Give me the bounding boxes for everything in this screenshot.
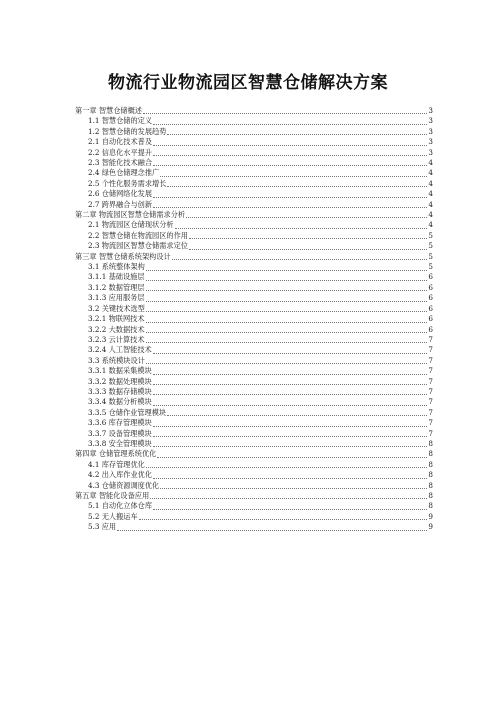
toc-entry-page-number: 8 xyxy=(428,501,433,511)
toc-entry-page-number: 6 xyxy=(428,293,433,303)
toc-entry-label: 3.3.2 数据处理模块 xyxy=(88,376,152,386)
toc-entry[interactable] xyxy=(75,397,433,407)
toc-entry-page-number: 5 xyxy=(428,241,433,251)
toc-entry[interactable] xyxy=(75,449,433,459)
toc-dot-leader xyxy=(153,404,428,406)
toc-entry-page-number: 3 xyxy=(428,105,433,115)
toc-dot-leader xyxy=(153,445,428,447)
toc-dot-leader xyxy=(150,497,427,499)
toc-entry-label: 4.1 库存管理优化 xyxy=(88,459,145,469)
toc-entry-page-number: 4 xyxy=(428,178,433,188)
toc-dot-leader xyxy=(160,487,427,489)
toc-entry-label: 3.3 系统模块设计 xyxy=(88,355,145,365)
toc-entry-page-number: 7 xyxy=(428,376,433,386)
toc-entry-label: 3.2 关键技术选型 xyxy=(88,303,145,313)
toc-entry[interactable] xyxy=(75,429,433,439)
toc-entry-page-number: 7 xyxy=(428,345,433,355)
toc-entry-page-number: 3 xyxy=(428,147,433,157)
toc-entry-page-number: 6 xyxy=(428,324,433,334)
toc-entry[interactable] xyxy=(75,481,433,491)
toc-entry[interactable] xyxy=(75,241,433,251)
toc-entry-label: 第二章 物流园区智慧仓储需求分析 xyxy=(75,210,186,220)
toc-entry[interactable] xyxy=(75,210,433,220)
toc-dot-leader xyxy=(146,341,428,343)
toc-dot-leader xyxy=(153,477,427,479)
toc-entry[interactable] xyxy=(75,418,433,428)
toc-entry-label: 3.3.6 库存管理模块 xyxy=(88,418,152,428)
toc-dot-leader xyxy=(146,362,428,364)
toc-entry-page-number: 7 xyxy=(428,418,433,428)
toc-entry[interactable] xyxy=(75,439,433,449)
toc-entry-label: 3.1.1 基础设施层 xyxy=(88,272,145,282)
toc-entry-label: 3.3.5 仓储作业管理模块 xyxy=(88,407,167,417)
toc-entry-label: 3.3.1 数据采集模块 xyxy=(88,366,152,376)
toc-entry[interactable] xyxy=(75,356,433,366)
toc-entry[interactable] xyxy=(75,345,433,355)
toc-entry[interactable] xyxy=(75,220,433,230)
toc-dot-leader xyxy=(146,466,428,468)
toc-entry-label: 2.6 仓储网络化发展 xyxy=(88,189,153,199)
toc-dot-leader xyxy=(153,383,428,385)
toc-entry-label: 2.5 个性化服务需求增长 xyxy=(88,178,167,188)
toc-dot-leader xyxy=(153,352,428,354)
toc-entry[interactable] xyxy=(75,491,433,501)
toc-entry-label: 第五章 智能化设备应用 xyxy=(75,491,150,501)
toc-dot-leader xyxy=(143,112,427,114)
toc-entry-label: 3.3.8 安全管理模块 xyxy=(88,438,152,448)
toc-entry-label: 2.2 智慧仓储在物流园区的作用 xyxy=(88,230,188,240)
toc-entry-label: 4.2 出入库作业优化 xyxy=(88,470,153,480)
toc-dot-leader xyxy=(146,289,428,291)
toc-entry[interactable] xyxy=(75,148,433,158)
toc-entry-label: 2.2 信息化水平提升 xyxy=(88,147,153,157)
toc-entry-label: 2.3 物流园区智慧仓储需求定位 xyxy=(88,241,188,251)
toc-entry-label: 3.3.3 数据存储模块 xyxy=(88,386,152,396)
toc-entry[interactable] xyxy=(75,293,433,303)
toc-dot-leader xyxy=(153,144,427,146)
toc-entry-label: 3.2.2 大数据技术 xyxy=(88,324,145,334)
toc-entry-page-number: 7 xyxy=(428,397,433,407)
toc-entry[interactable] xyxy=(75,106,433,116)
document-title: 物流行业物流园区智慧仓储解决方案 xyxy=(108,73,388,93)
toc-entry-label: 1.1 智慧仓储的定义 xyxy=(88,116,153,126)
toc-entry-page-number: 7 xyxy=(428,407,433,417)
toc-entry-label: 5.1 自动化立体仓库 xyxy=(88,501,153,511)
toc-dot-leader xyxy=(146,269,428,271)
toc-entry-page-number: 7 xyxy=(428,366,433,376)
toc-entry-label: 3.3.7 设备管理模块 xyxy=(88,428,152,438)
toc-entry-page-number: 4 xyxy=(428,158,433,168)
toc-entry-page-number: 5 xyxy=(428,262,433,272)
toc-dot-leader xyxy=(146,310,428,312)
toc-entry-page-number: 6 xyxy=(428,303,433,313)
toc-entry-label: 3.3.4 数据分析模块 xyxy=(88,397,152,407)
toc-dot-leader xyxy=(189,248,427,250)
toc-entry-page-number: 3 xyxy=(428,126,433,136)
toc-dot-leader xyxy=(146,279,428,281)
toc-entry-label: 2.3 智能化技术融合 xyxy=(88,158,153,168)
toc-entry-page-number: 5 xyxy=(428,230,433,240)
toc-dot-leader xyxy=(167,185,427,187)
toc-dot-leader xyxy=(167,414,427,416)
toc-entry-page-number: 8 xyxy=(428,480,433,490)
toc-entry[interactable] xyxy=(75,335,433,345)
toc-entry[interactable] xyxy=(75,377,433,387)
toc-dot-leader xyxy=(153,123,427,125)
toc-entry[interactable] xyxy=(75,470,433,480)
toc-entry-label: 3.1.3 应用服务层 xyxy=(88,293,145,303)
toc-entry[interactable] xyxy=(75,387,433,397)
toc-entry[interactable] xyxy=(75,252,433,262)
toc-dot-leader xyxy=(146,321,428,323)
toc-entry[interactable] xyxy=(75,408,433,418)
toc-entry-page-number: 8 xyxy=(428,459,433,469)
toc-dot-leader xyxy=(189,237,427,239)
toc-entry-page-number: 4 xyxy=(428,189,433,199)
toc-entry[interactable] xyxy=(75,200,433,210)
toc-entry-label: 第三章 智慧仓储系统架构设计 xyxy=(75,251,171,261)
toc-entry[interactable] xyxy=(75,168,433,178)
toc-entry[interactable] xyxy=(75,325,433,335)
toc-entry-label: 1.2 智慧仓储的发展趋势 xyxy=(88,126,167,136)
toc-entry[interactable] xyxy=(75,179,433,189)
toc-entry-page-number: 4 xyxy=(428,210,433,220)
toc-entry[interactable] xyxy=(75,231,433,241)
toc-entry-page-number: 6 xyxy=(428,282,433,292)
toc-entry-page-number: 8 xyxy=(428,491,433,501)
toc-entry[interactable] xyxy=(75,366,433,376)
toc-entry-label: 2.1 物流园区仓储现状分析 xyxy=(88,220,174,230)
toc-entry-label: 3.1.2 数据管理层 xyxy=(88,282,145,292)
toc-entry-page-number: 3 xyxy=(428,116,433,126)
toc-entry-label: 5.2 无人搬运车 xyxy=(88,511,138,521)
toc-dot-leader xyxy=(153,373,428,375)
toc-dot-leader xyxy=(153,196,427,198)
toc-dot-leader xyxy=(153,435,428,437)
toc-dot-leader xyxy=(146,331,428,333)
toc-entry-page-number: 4 xyxy=(428,199,433,209)
toc-dot-leader xyxy=(175,227,428,229)
toc-entry[interactable] xyxy=(75,262,433,272)
toc-entry-label: 2.4 绿色仓储理念推广 xyxy=(88,168,160,178)
toc-entry-page-number: 9 xyxy=(428,511,433,521)
toc-entry-label: 2.7 跨界融合与创新 xyxy=(88,199,153,209)
toc-entry[interactable] xyxy=(75,189,433,199)
toc-entry[interactable] xyxy=(75,137,433,147)
table-of-contents xyxy=(75,106,433,533)
toc-entry-label: 3.2.3 云计算技术 xyxy=(88,334,145,344)
toc-dot-leader xyxy=(146,300,428,302)
toc-entry-page-number: 7 xyxy=(428,386,433,396)
toc-dot-leader xyxy=(157,456,427,458)
toc-entry-page-number: 4 xyxy=(428,220,433,230)
toc-entry[interactable] xyxy=(75,512,433,522)
toc-entry[interactable] xyxy=(75,127,433,137)
toc-entry-page-number: 8 xyxy=(428,470,433,480)
toc-entry[interactable] xyxy=(75,116,433,126)
toc-entry-label: 3.2.1 物联网技术 xyxy=(88,314,145,324)
toc-dot-leader xyxy=(153,154,427,156)
toc-entry[interactable] xyxy=(75,158,433,168)
toc-entry-label: 第一章 智慧仓储概述 xyxy=(75,105,142,115)
toc-dot-leader xyxy=(186,216,427,218)
toc-entry-label: 3.1 系统整体架构 xyxy=(88,262,145,272)
toc-entry-page-number: 5 xyxy=(428,251,433,261)
toc-entry-page-number: 8 xyxy=(428,449,433,459)
toc-entry-page-number: 6 xyxy=(428,314,433,324)
toc-dot-leader xyxy=(153,393,428,395)
toc-entry-page-number: 4 xyxy=(428,168,433,178)
toc-entry-label: 第四章 仓储管理系统优化 xyxy=(75,449,157,459)
toc-entry-page-number: 7 xyxy=(428,334,433,344)
toc-entry[interactable] xyxy=(75,304,433,314)
toc-dot-leader xyxy=(139,518,428,520)
toc-entry[interactable] xyxy=(75,283,433,293)
toc-dot-leader xyxy=(153,508,427,510)
toc-dot-leader xyxy=(153,425,428,427)
toc-entry-page-number: 6 xyxy=(428,272,433,282)
toc-entry[interactable] xyxy=(75,273,433,283)
toc-entry-page-number: 7 xyxy=(428,428,433,438)
toc-dot-leader xyxy=(160,175,427,177)
toc-entry[interactable] xyxy=(75,460,433,470)
toc-entry-label: 4.3 仓储资源调度优化 xyxy=(88,480,160,490)
toc-dot-leader xyxy=(167,133,427,135)
toc-dot-leader xyxy=(117,529,427,531)
toc-entry-page-number: 9 xyxy=(428,522,433,532)
toc-entry-label: 2.1 自动化技术普及 xyxy=(88,137,153,147)
toc-dot-leader xyxy=(153,206,427,208)
toc-entry[interactable] xyxy=(75,314,433,324)
toc-entry[interactable] xyxy=(75,501,433,511)
toc-entry-page-number: 3 xyxy=(428,137,433,147)
toc-dot-leader xyxy=(172,258,428,260)
toc-entry[interactable] xyxy=(75,522,433,532)
toc-entry-label: 5.3 应用 xyxy=(88,522,117,532)
toc-dot-leader xyxy=(153,164,427,166)
toc-entry-label: 3.2.4 人工智能技术 xyxy=(88,345,152,355)
toc-entry-page-number: 8 xyxy=(428,438,433,448)
toc-entry-page-number: 7 xyxy=(428,355,433,365)
